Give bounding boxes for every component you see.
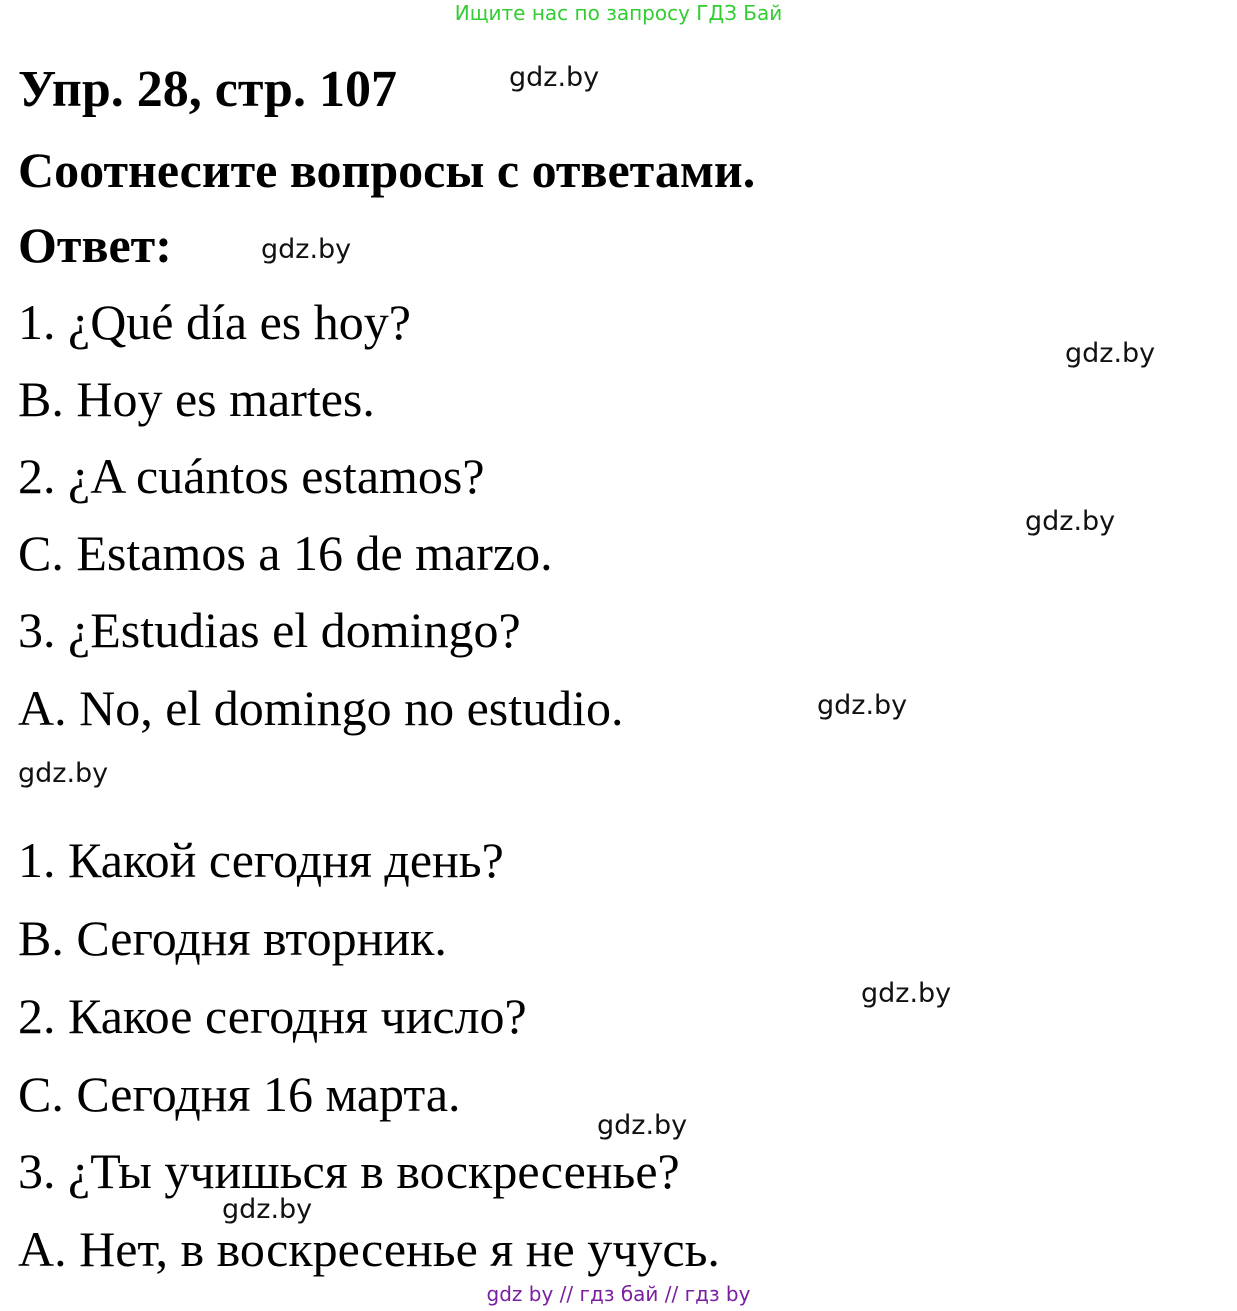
spanish-line: 3. ¿Estudias el domingo? (18, 602, 521, 658)
russian-line: 1. Какой сегодня день? (18, 832, 504, 888)
russian-line: 3. ¿Ты учишься в воскресенье? (18, 1143, 680, 1199)
watermark: gdz.by (861, 978, 952, 1009)
watermark: gdz.by (261, 234, 352, 265)
russian-line: B. Сегодня вторник. (18, 910, 447, 966)
watermark: gdz.by (597, 1110, 688, 1141)
watermark: gdz.by (222, 1194, 313, 1225)
spanish-line: 1. ¿Qué día es hoy? (18, 294, 411, 350)
spanish-line: 2. ¿A cuántos estamos? (18, 448, 485, 504)
watermark: gdz.by (817, 690, 908, 721)
spanish-line: B. Hoy es martes. (18, 371, 375, 427)
exercise-title: Упр. 28, стр. 107 (18, 61, 397, 118)
top-banner: Ищите нас по запросу ГДЗ Бай (454, 1, 783, 25)
answer-label: Ответ: (18, 217, 172, 273)
spanish-line: C. Estamos a 16 de marzo. (18, 525, 553, 581)
watermark: gdz.by (509, 62, 600, 93)
watermark: gdz.by (1025, 506, 1116, 537)
watermark: gdz.by (18, 758, 109, 789)
russian-line: 2. Какое сегодня число? (18, 988, 527, 1044)
spanish-line: A. No, el domingo no estudio. (18, 680, 624, 736)
watermark: gdz.by (1065, 338, 1156, 369)
russian-line: A. Нет, в воскресенье я не учусь. (18, 1221, 720, 1277)
footer-links: gdz by // гдз бай // гдз by (486, 1282, 751, 1306)
russian-line: C. Сегодня 16 марта. (18, 1066, 461, 1122)
instruction: Соотнесите вопросы с ответами. (18, 142, 756, 198)
